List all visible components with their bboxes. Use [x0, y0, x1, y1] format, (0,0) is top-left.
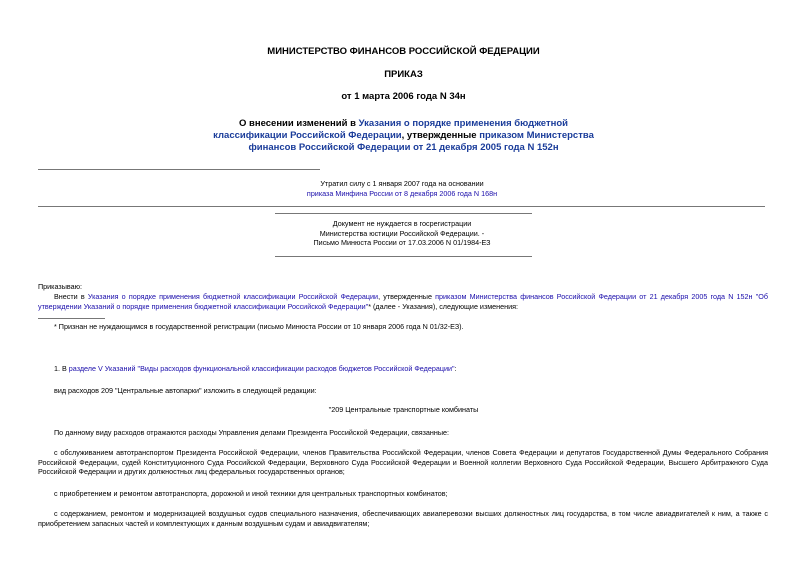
divider — [38, 169, 320, 170]
paragraph-3: "209 Центральные транспортные комбинаты — [328, 405, 479, 414]
footnote-divider — [38, 318, 105, 319]
title-link-classification[interactable]: классификации Российской Федерации — [213, 130, 402, 141]
p1-text: , утвержденные — [378, 292, 436, 301]
item1-text: : — [454, 364, 457, 373]
divider — [38, 206, 765, 207]
item1-text: 1. В — [54, 364, 69, 373]
paragraph-2: вид расходов 209 "Центральные автопарки" изложить в следующей редакции: — [54, 386, 317, 395]
p1-text: Внести в — [54, 292, 88, 301]
paragraph-4: По данному виду расходов отражаются расходы Управления делами Президента Российской Федерации, связанные: — [54, 428, 450, 437]
order-word: Приказываю: — [38, 282, 82, 291]
p1-text: * (далее - Указания), следующие изменения: — [368, 301, 519, 311]
item-1 — [54, 364, 457, 374]
paragraph-7: с содержанием, ремонтом и модернизацией воздушных судов специального назначения, обеспечивающих авиаперевозки высших должностных лиц государства, в том числе авиадвигателей к ним, а также с приобретением запасных частей и комплектующих к данным воздушным судам и авиадвигателям; — [38, 509, 768, 528]
document-date: от 1 марта 2006 года N 34н — [341, 91, 466, 102]
divider — [275, 256, 532, 257]
ministry-heading: МИНИСТЕРСТВО ФИНАНСОВ РОССИЙСКОЙ ФЕДЕРАЦИИ — [267, 46, 540, 57]
title-text: , утвержденные — [401, 130, 480, 141]
lost-force-text: Утратил силу с 1 января 2007 года на основании — [320, 179, 484, 188]
registration-note — [252, 219, 552, 248]
paragraph-6: с приобретением и ремонтом автотранспорта, дорожной и иной техники для центральных транспортных комбинатов; — [54, 489, 448, 498]
title-text: О внесении изменений в — [238, 118, 359, 129]
lost-force-note — [252, 179, 552, 198]
paragraph-5: с обслуживанием автотранспортом Президента Российской Федерации, членов Правительства Российской Федерации, членов Совета Федерации и депутатов Государственной Думы Федерального Собрания Российской Федерации, судей Конституционного Суда Российской Федерации, Верховного Суда Российской Федерации и Военной коллегии Верховного Суда Российской Федерации, Высшего Арбитражного Суда Российской Федерации и других должностных лиц федеральных государственных органов; — [38, 448, 768, 476]
registration-note-line: Министерства юстиции Российской Федерации. - — [319, 228, 485, 238]
title-link-instructions[interactable]: Указания о порядке применения бюджетной — [358, 118, 568, 129]
p1-link-order[interactable]: приказом Министерства финансов Российской Федерации от 21 декабря 2005 года N 152н "Об утверждении Указаний о порядке применения бюджетной классификации Российской Федерации" — [38, 292, 768, 311]
divider — [275, 213, 532, 214]
p1-link-instructions[interactable]: Указания о порядке применения бюджетной классификации Российской Федерации — [87, 292, 379, 301]
title-link-order-date[interactable]: финансов Российской Федерации от 21 декабря 2005 года N 152н — [248, 142, 559, 153]
document-title — [0, 118, 807, 154]
document-type: ПРИКАЗ — [384, 69, 423, 80]
item1-link-section[interactable]: разделе V Указаний "Виды расходов функциональной классификации расходов бюджетов Российской Федерации" — [68, 364, 455, 373]
registration-note-line: Документ не нуждается в госрегистрации — [332, 219, 472, 228]
paragraph-1 — [38, 292, 768, 311]
registration-note-line: Письмо Минюста России от 17.03.2006 N 01/1984-ЕЗ — [313, 238, 491, 247]
footnote: * Признан не нуждающимся в государственной регистрации (письмо Минюста России от 10 января 2006 года N 01/32-ЕЗ). — [54, 322, 464, 331]
lost-force-link[interactable]: приказа Минфина России от 8 декабря 2006 года N 168н — [306, 188, 498, 198]
title-link-order[interactable]: приказом Министерства — [479, 130, 594, 141]
